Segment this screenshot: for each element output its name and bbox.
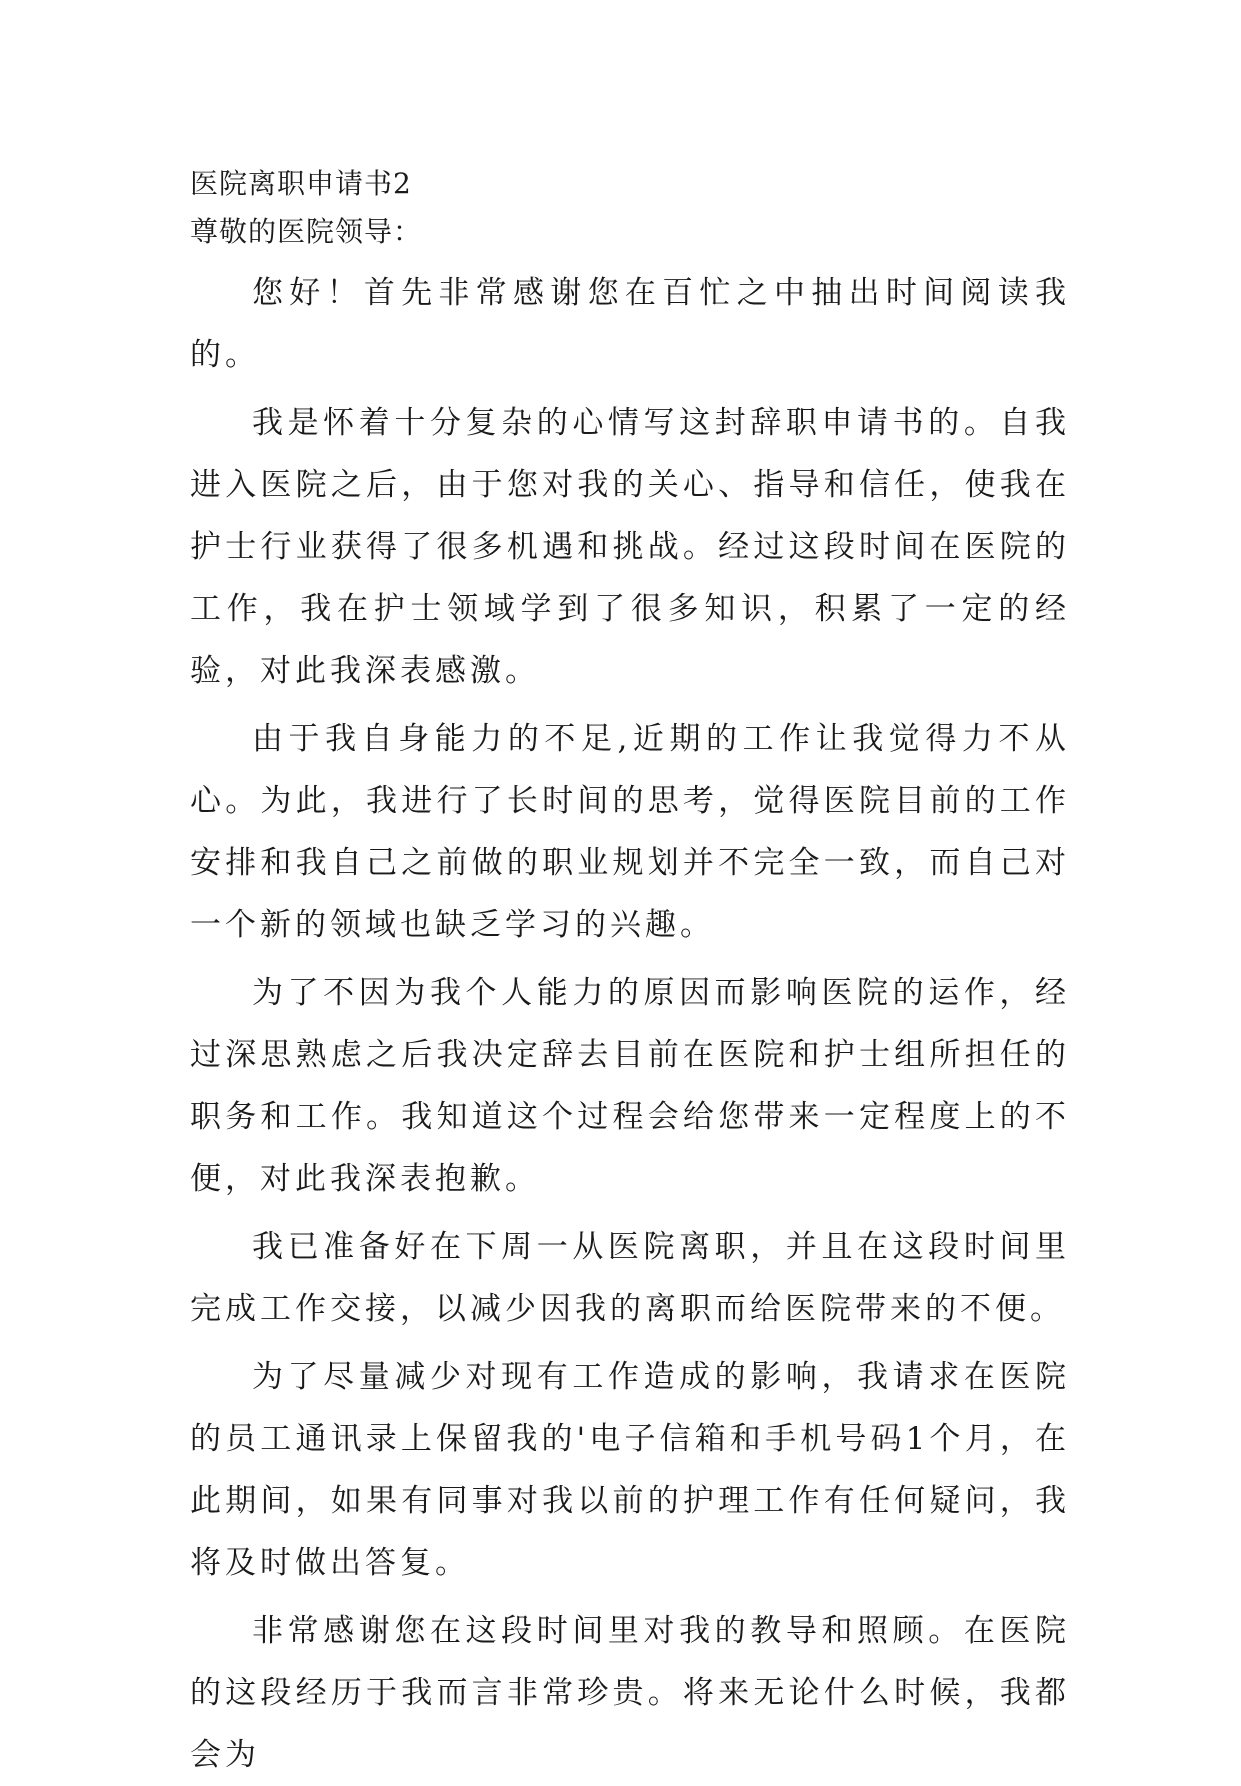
paragraph-gratitude: 我是怀着十分复杂的心情写这封辞职申请书的。自我进入医院之后，由于您对我的关心、指导和信任，使我在护士行业获得了很多机遇和挑战。经过这段时间在医院的工作，我在护士领域学到了很多知识，积累了一定的经验，对此我深表感激。 xyxy=(190,405,1070,689)
paragraph-greeting: 您好！首先非常感谢您在百忙之中抽出时间阅读我的。 xyxy=(190,275,1070,373)
paragraph-thanks: 非常感谢您在这段时间里对我的教导和照顾。在医院的这段经历于我而言非常珍贵。将来无论什么时候，我都会为 xyxy=(190,1613,1070,1773)
document-title: 医院离职申请书2 xyxy=(190,167,412,200)
document-page xyxy=(190,164,1070,1786)
paragraph-decision: 为了不因为我个人能力的原因而影响医院的运作，经过深思熟虑之后我决定辞去目前在医院和护士组所担任的职务和工作。我知道这个过程会给您带来一定程度上的不便，对此我深表抱歉。 xyxy=(190,975,1070,1197)
paragraph-handover: 我已准备好在下周一从医院离职，并且在这段时间里完成工作交接，以减少因我的离职而给医院带来的不便。 xyxy=(190,1229,1070,1327)
paragraph-reason: 由于我自身能力的不足,近期的工作让我觉得力不从心。为此，我进行了长时间的思考，觉得医院目前的工作安排和我自己之前做的职业规划并不完全一致，而自己对一个新的领域也缺乏学习的兴趣。 xyxy=(190,721,1070,943)
salutation: 尊敬的医院领导： xyxy=(190,215,423,248)
paragraph-contact: 为了尽量减少对现有工作造成的影响，我请求在医院的员工通讯录上保留我的'电子信箱和手机号码1个月，在此期间，如果有同事对我以前的护理工作有任何疑问，我将及时做出答复。 xyxy=(190,1359,1070,1581)
